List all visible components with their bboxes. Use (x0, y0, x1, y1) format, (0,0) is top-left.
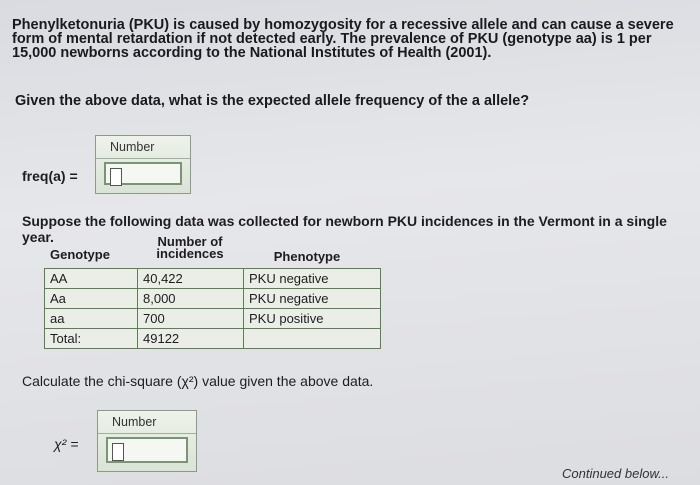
freq-input-field[interactable] (104, 162, 182, 185)
freq-number-box (95, 135, 191, 194)
incidences-header-line2: incidences (156, 246, 224, 261)
suppose-text: Suppose the following data was collected for newborn PKU incidences in the Vermont in a single year. (22, 213, 667, 245)
phenotype-cell: PKU negative (244, 269, 381, 289)
incidence-table (44, 268, 381, 349)
phenotype-cell: PKU positive (244, 309, 381, 329)
freq-label: freq(a) = (22, 168, 78, 184)
genotype-cell: AA (45, 269, 138, 289)
genotype-header: Genotype (50, 247, 110, 262)
table-row (45, 289, 381, 309)
freq-number-header: Number (96, 136, 190, 159)
genotype-cell: Total: (45, 329, 138, 349)
incidences-cell: 49122 (138, 329, 244, 349)
genotype-cell: aa (45, 309, 138, 329)
chi-input-field[interactable] (106, 437, 188, 463)
continued-below-link[interactable]: Continued below... (562, 466, 669, 481)
table-row (45, 309, 381, 329)
chi-square-label: χ² = (54, 436, 79, 452)
incidences-header-line1: Number of (157, 234, 223, 249)
genotype-cell: Aa (45, 289, 138, 309)
intro-paragraph: Phenylketonuria (PKU) is caused by homozygosity for a recessive allele and can cause a severe form of mental retardation if not detected early. The prevalence of PKU (genotype aa) is 1 per 15,000 newborns according to the National Institutes of Health (2001). (12, 17, 674, 61)
chi-number-box (97, 410, 197, 472)
table-row (45, 329, 381, 349)
incidences-cell: 8,000 (138, 289, 244, 309)
incidences-cell: 700 (138, 309, 244, 329)
text-cursor-icon (112, 443, 124, 461)
phenotype-cell (244, 329, 381, 349)
incidences-cell: 40,422 (138, 269, 244, 289)
phenotype-cell: PKU negative (244, 289, 381, 309)
chi-number-header: Number (98, 411, 196, 434)
text-cursor-icon (110, 168, 122, 186)
allele-frequency-question: Given the above data, what is the expected allele frequency of the a allele? (15, 93, 530, 109)
table-row (45, 269, 381, 289)
chi-square-instruction: Calculate the chi-square (χ²) value given the above data. (22, 373, 374, 389)
phenotype-header: Phenotype (273, 249, 341, 264)
incidences-header (140, 236, 240, 260)
